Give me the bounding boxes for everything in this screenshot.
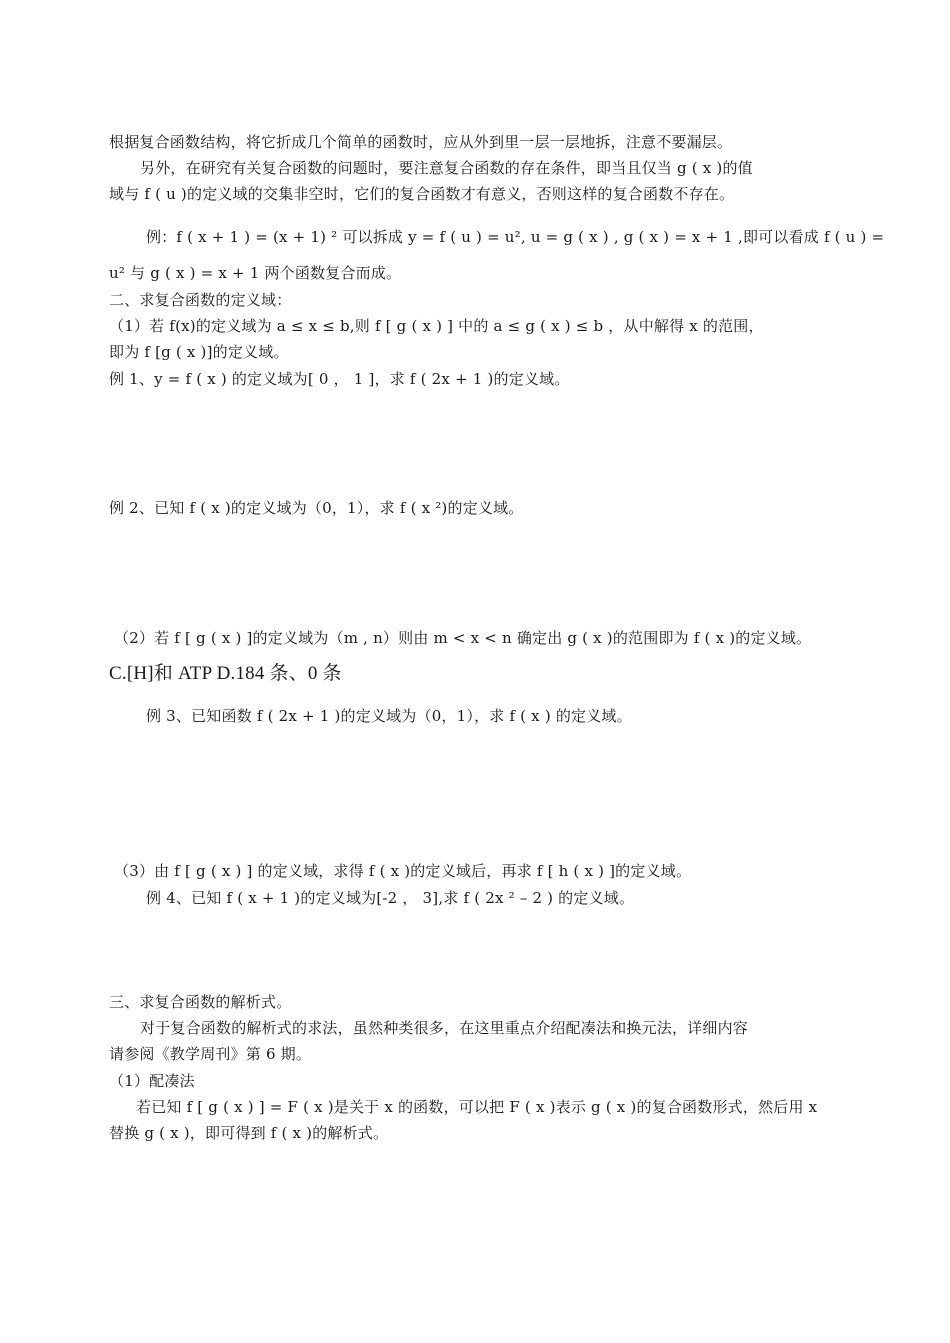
paragraph-line: 对于复合函数的解析式的求法，虽然种类很多，在这里重点介绍配凑法和换元法，详细内容 bbox=[140, 1019, 749, 1037]
example-line: 例：f ( x + 1 ) = (x + 1) ² 可以拆成 y = f ( u ) = u², u = g ( x ) , g ( x ) = x + 1 ,即可以看成 f ( u ) = bbox=[146, 228, 885, 246]
paragraph-line: 即为 f [g ( x )]的定义域。 bbox=[109, 343, 289, 361]
paragraph-line: （2）若 f [ g ( x ) ]的定义域为（m , n）则由 m < x < n 确定出 g ( x )的范围即为 f ( x )的定义域。 bbox=[114, 629, 812, 647]
paragraph-line: 若已知 f [ g ( x ) ] = F ( x )是关于 x 的函数，可以把 F ( x )表示 g ( x )的复合函数形式，然后用 x bbox=[136, 1098, 818, 1116]
example-1: 例 1、y = f ( x ) 的定义域为[ 0 ， 1 ]，求 f ( 2x + 1 )的定义域。 bbox=[109, 370, 570, 388]
example-3: 例 3、已知函数 f ( 2x + 1 )的定义域为（0，1），求 f ( x ) 的定义域。 bbox=[146, 707, 632, 725]
paragraph-line: （3）由 f [ g ( x ) ] 的定义域，求得 f ( x )的定义域后，再求 f [ h ( x ) ]的定义域。 bbox=[114, 862, 692, 880]
subsection-heading: （1）配凑法 bbox=[109, 1072, 195, 1090]
paragraph-line: 域与 f ( u )的定义域的交集非空时，它们的复合函数才有意义，否则这样的复合函数不存在。 bbox=[109, 185, 735, 203]
paragraph-line: 请参阅《教学周刊》第 6 期。 bbox=[109, 1045, 312, 1063]
section-heading: 二、求复合函数的定义域： bbox=[109, 291, 292, 309]
section-heading: 三、求复合函数的解析式。 bbox=[109, 993, 292, 1011]
paragraph-line: u² 与 g ( x ) = x + 1 两个函数复合而成。 bbox=[109, 264, 402, 282]
example-4: 例 4、已知 f ( x + 1 )的定义域为[-2 ， 3],求 f ( 2x ² – 2 ) 的定义域。 bbox=[146, 889, 635, 907]
stray-answer-line: C.[H]和 ATP D.184 条、0 条 bbox=[109, 663, 342, 684]
paragraph-line: 另外，在研究有关复合函数的问题时，要注意复合函数的存在条件，即当且仅当 g ( x )的值 bbox=[140, 159, 753, 177]
paragraph-line: 替换 g ( x )，即可得到 f ( x )的解析式。 bbox=[109, 1124, 389, 1142]
example-2: 例 2、已知 f ( x )的定义域为（0，1），求 f ( x ²)的定义域。 bbox=[109, 499, 524, 517]
paragraph-line: （1）若 f(x)的定义域为 a ≤ x ≤ b,则 f [ g ( x ) ] 中的 a ≤ g ( x ) ≤ b ，从中解得 x 的范围， bbox=[109, 317, 764, 335]
paragraph-line: 根据复合函数结构，将它折成几个简单的函数时，应从外到里一层一层地拆，注意不要漏层。 bbox=[109, 133, 733, 151]
